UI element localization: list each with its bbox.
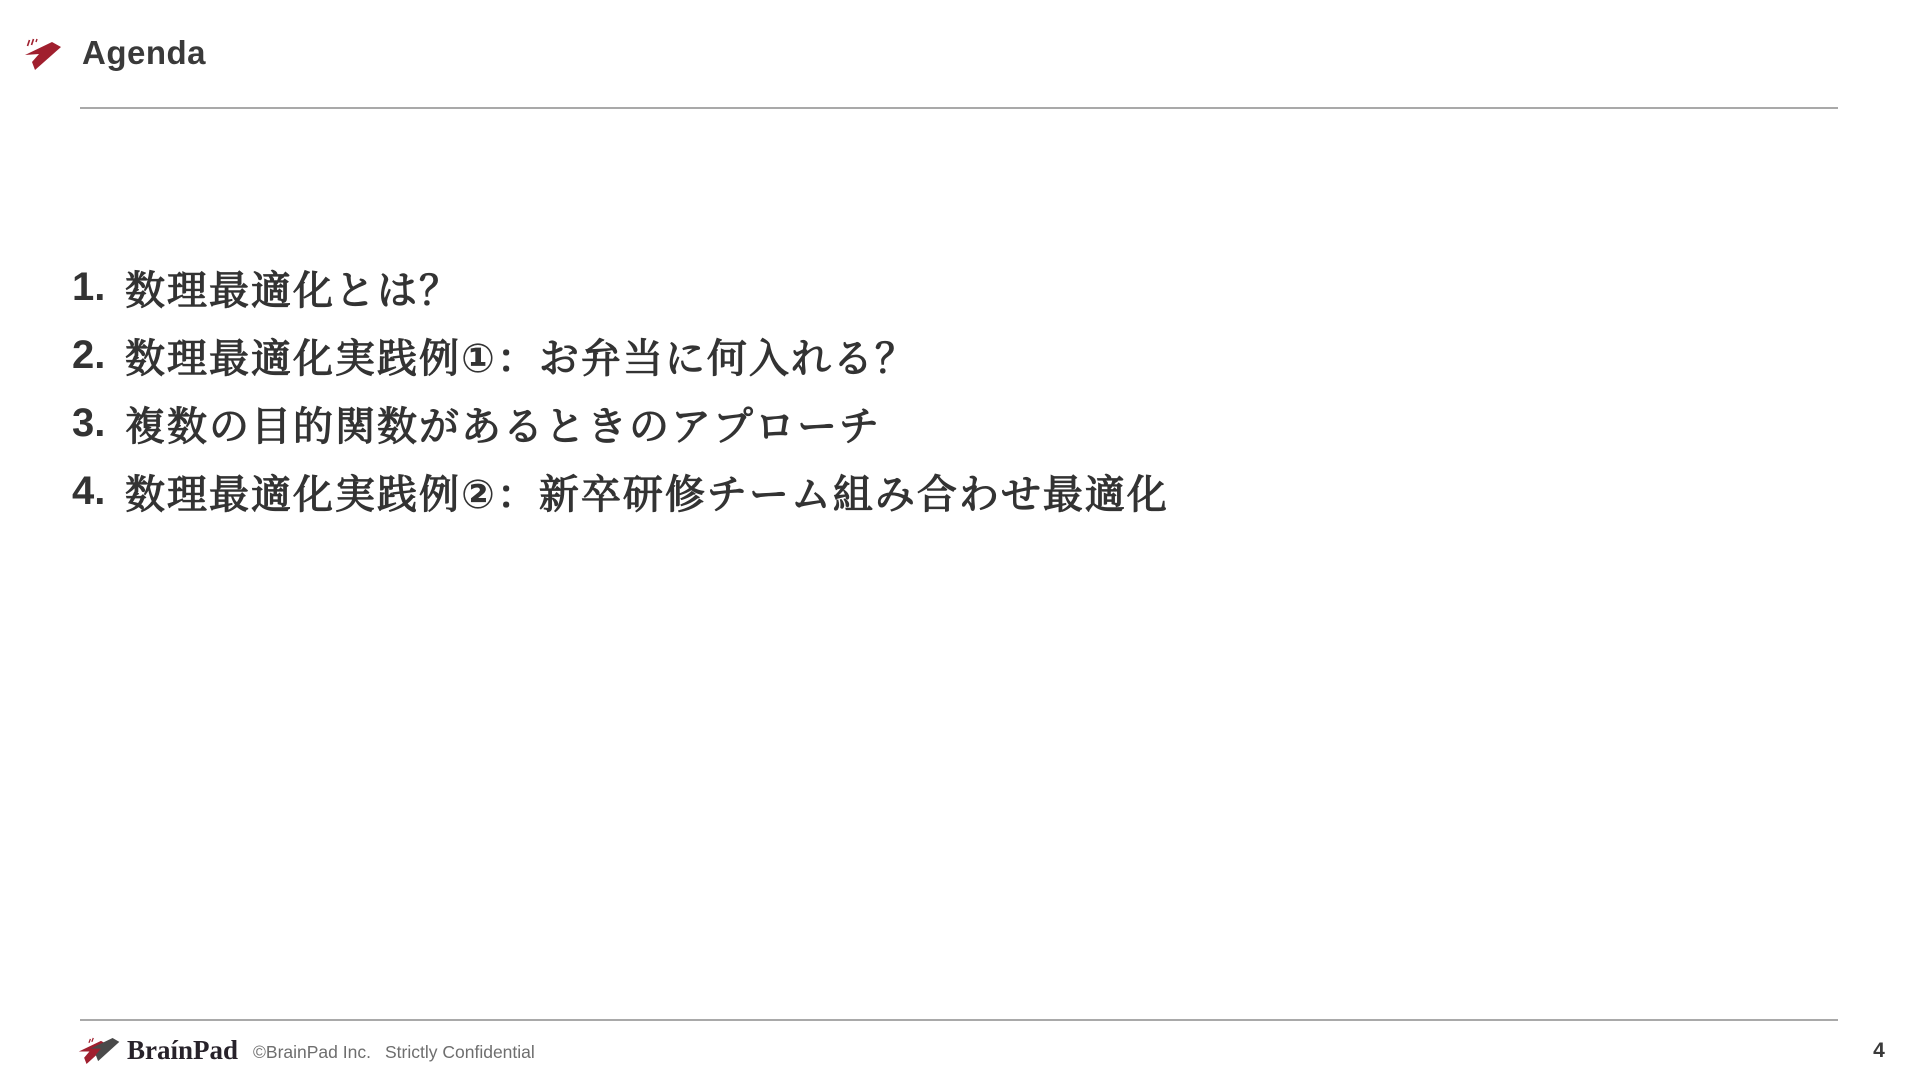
agenda-item-number: 3. bbox=[72, 400, 106, 445]
agenda-item-4 bbox=[72, 457, 1169, 525]
brainpad-logo-icon bbox=[78, 1037, 124, 1064]
agenda-item-1 bbox=[72, 253, 1169, 321]
agenda-list bbox=[72, 253, 1169, 525]
agenda-item-number: 1. bbox=[72, 264, 106, 309]
agenda-item-text: 複数の目的関数があるときのアプローチ bbox=[125, 404, 881, 449]
header-divider bbox=[80, 107, 1838, 109]
page-title: Agenda bbox=[82, 34, 207, 71]
footer-divider bbox=[80, 1019, 1838, 1021]
confidential-text: Strictly Confidential bbox=[385, 1042, 535, 1062]
copyright-text: ©BrainPad Inc. bbox=[253, 1042, 371, 1062]
agenda-item-number: 4. bbox=[72, 468, 106, 513]
page-number: 4 bbox=[1873, 1039, 1885, 1062]
agenda-item-text: 数理最適化実践例①：お弁当に何入れる？ bbox=[125, 336, 917, 381]
agenda-item-2 bbox=[72, 321, 1169, 389]
agenda-item-number: 2. bbox=[72, 332, 106, 377]
agenda-item-text: 数理最適化実践例②：新卒研修チーム組み合わせ最適化 bbox=[125, 472, 1169, 517]
brainpad-arrow-icon bbox=[25, 38, 65, 72]
brainpad-wordmark: BraínPad bbox=[127, 1035, 239, 1065]
agenda-item-text: 数理最適化とは？ bbox=[125, 268, 461, 313]
agenda-item-3 bbox=[72, 389, 1169, 457]
